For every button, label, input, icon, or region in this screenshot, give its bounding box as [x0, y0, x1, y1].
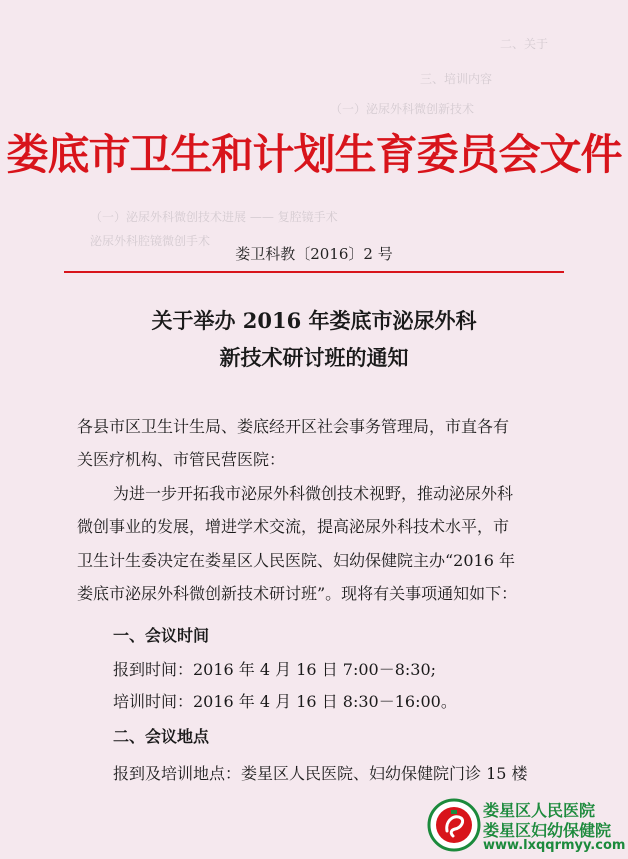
bleed-through-text: 三、培训内容	[420, 72, 493, 86]
body-line: 关医疗机构、市管民营医院：	[77, 450, 286, 469]
body-line: 微创事业的发展，增进学术交流，提高泌尿外科技术水平，市	[77, 517, 510, 536]
watermark-line1: 娄星区人民医院	[483, 801, 596, 820]
notice-title-line2: 新技术研讨班的通知	[219, 345, 409, 370]
hospital-watermark	[425, 796, 625, 856]
bleed-through-text: （一）泌尿外科微创技术进展 —— 复腔镜手术	[90, 210, 338, 224]
body-line: 报到及培训地点：娄星区人民医院、妇幼保健院门诊 15 楼	[113, 764, 528, 783]
body-line: 培训时间：2016 年 4 月 16 日 8:30－16:00。	[113, 692, 457, 711]
body-line: 报到时间：2016 年 4 月 16 日 7:00－8:30;	[113, 660, 437, 679]
document-number: 娄卫科教〔2016〕2 号	[235, 245, 393, 263]
bleed-through-text: （一）泌尿外科微创新技术	[330, 102, 475, 116]
body-line: 卫生计生委决定在娄星区人民医院、妇幼保健院主办“2016 年	[77, 551, 515, 570]
body-line: 为进一步开拓我市泌尿外科微创技术视野，推动泌尿外科	[113, 484, 514, 503]
notice-title-line1: 关于举办 2016 年娄底市泌尿外科	[151, 308, 477, 333]
red-divider-line	[64, 271, 564, 273]
bleed-through-text: 泌尿外科腔镜微创手术	[90, 234, 211, 248]
watermark-line2: 娄星区妇幼保健院	[483, 821, 612, 840]
watermark-url: www.lxqqrmyy.com	[483, 838, 626, 853]
hospital-logo-icon	[427, 798, 481, 852]
body-line: 各县市区卫生计生局、娄底经开区社会事务管理局，市直各有	[77, 417, 510, 436]
section-heading: 二、会议地点	[113, 727, 210, 746]
document-header-title: 娄底市卫生和计划生育委员会文件	[6, 130, 622, 179]
bleed-through-text: 二、关于	[500, 37, 549, 51]
body-line: 娄底市泌尿外科微创新技术研讨班”。现将有关事项通知如下：	[77, 584, 518, 603]
section-heading: 一、会议时间	[113, 626, 210, 645]
